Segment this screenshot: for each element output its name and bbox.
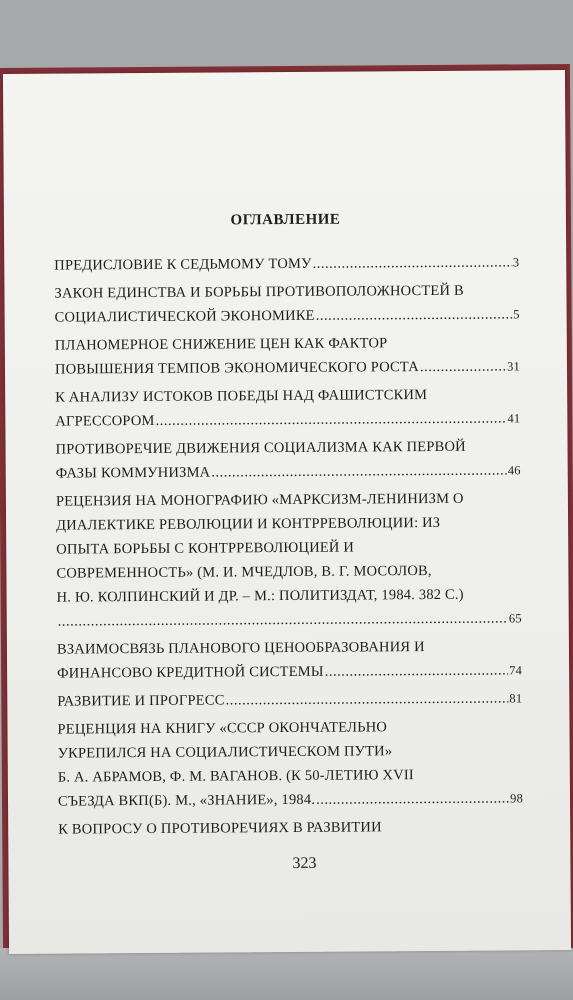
toc-page-number: 74 — [509, 663, 523, 678]
toc-entry-title-line: ПРОТИВОРЕЧИЕ ДВИЖЕНИЯ СОЦИАЛИЗМА КАК ПЕРВОЙ — [55, 438, 466, 458]
dot-leader — [155, 406, 506, 432]
toc-page-number: 5 — [513, 307, 520, 322]
toc-entry — [55, 330, 520, 381]
toc-entry — [54, 278, 519, 329]
toc-entry-title-line: УКРЕПИЛСЯ НА СОЦИАЛИСТИЧЕСКОМ ПУТИ» — [57, 743, 393, 762]
toc-entry-title-line: К АНАЛИЗУ ИСТОКОВ ПОБЕДЫ НАД ФАШИСТСКИМ — [55, 387, 428, 406]
toc-entry-leader-line — [54, 250, 519, 277]
toc-entry — [54, 250, 519, 277]
toc-entry — [56, 486, 522, 633]
toc-entry-leader-line — [55, 302, 520, 329]
toc-entry-title-line: ВЗАИМОСВЯЗЬ ПЛАНОВОГО ЦЕНООБРАЗОВАНИЯ И — [56, 639, 425, 658]
toc-entry-title-line: ЗАКОН ЕДИНСТВА И БОРЬБЫ ПРОТИВОПОЛОЖНОСТЕЙ В — [54, 282, 464, 302]
dot-leader — [211, 458, 507, 484]
toc-entry-title-line: ПРЕДИСЛОВИЕ К СЕДЬМОМУ ТОМУ — [54, 255, 312, 274]
toc-entry-title-line: Б. А. АБРАМОВ, Ф. М. ВАГАНОВ. (К 50-ЛЕТИЮ XVII — [57, 767, 414, 786]
toc-entry-title-line: РАЗВИТИЕ И ПРОГРЕСС — [57, 692, 225, 710]
toc-entry — [55, 382, 520, 433]
dot-leader — [58, 606, 508, 633]
toc-entry-title-line: К ВОПРОСУ О ПРОТИВОРЕЧИЯХ В РАЗВИТИИ — [58, 819, 382, 838]
toc-entry-title-line: АГРЕССОРОМ — [55, 412, 155, 430]
toc-page-number: 46 — [507, 463, 521, 478]
toc-entry-leader-line — [58, 786, 523, 813]
toc-entry-title-line: ОПЫТА БОРЬБЫ С КОНТРРЕВОЛЮЦИЕЙ И — [56, 539, 355, 558]
toc-entry-title-line: РЕЦЕНЗИЯ НА МОНОГРАФИЮ «МАРКСИЗМ-ЛЕНИНИЗМ О — [55, 490, 464, 510]
toc-entry-leader-line — [57, 658, 522, 685]
toc-entry-title-line: СОЦИАЛИСТИЧЕСКОЙ ЭКОНОМИКЕ — [54, 307, 315, 326]
toc-heading: ОГЛАВЛЕНИЕ — [230, 211, 341, 229]
dot-leader — [316, 786, 509, 811]
toc-page-number: 31 — [507, 359, 521, 374]
toc-entry-title-line: ФИНАНСОВО КРЕДИТНОЙ СИСТЕМЫ — [57, 663, 324, 682]
dot-leader — [325, 658, 509, 683]
toc-page-number: 41 — [507, 411, 521, 426]
toc-entry — [58, 814, 523, 841]
book-page — [3, 70, 571, 954]
toc-entry-title-line: Н. Ю. КОЛПИНСКИЙ И ДР. – М.: ПОЛИТИЗДАТ, 1984. 382 С.) — [56, 586, 464, 606]
toc-entry-title-line: ДИАЛЕКТИКЕ РЕВОЛЮЦИИ И КОНТРРЕВОЛЮЦИИ: ИЗ — [56, 514, 441, 534]
toc-entry-leader-line — [55, 406, 520, 433]
table-surface — [0, 948, 573, 1000]
toc-entry-leader-line — [56, 458, 521, 485]
toc-entry-title-line: ПЛАНОМЕРНОЕ СНИЖЕНИЕ ЦЕН КАК ФАКТОР — [54, 335, 388, 354]
toc-entry-title-line: РЕЦЕНЦИЯ НА КНИГУ «СССР ОКОНЧАТЕЛЬНО — [57, 719, 388, 738]
toc-page-number: 81 — [509, 691, 523, 706]
toc-entry — [57, 686, 522, 713]
page-number: 323 — [292, 854, 317, 872]
toc-entry — [55, 434, 520, 485]
toc-page-number: 65 — [508, 611, 522, 626]
toc-entry-title-line: ФАЗЫ КОММУНИЗМА — [55, 464, 211, 482]
toc-entry-title-line: ПОВЫШЕНИЯ ТЕМПОВ ЭКОНОМИЧЕСКОГО РОСТА — [54, 359, 419, 378]
toc-entry-leader-line — [57, 686, 522, 713]
toc-entry — [57, 634, 522, 685]
dot-leader — [316, 302, 513, 327]
toc-entry-leader-line — [57, 606, 522, 633]
toc-entry-title-line: СЪЕЗДА ВКП(Б). М., «ЗНАНИЕ», 1984. — [57, 791, 316, 810]
toc-page-number: 3 — [512, 255, 520, 270]
dot-leader — [225, 686, 508, 712]
toc-entry — [57, 714, 523, 813]
toc-entry-title-line: СОВРЕМЕННОСТЬ» (М. И. МЧЕДЛОВ, В. Г. МОСОЛОВ, — [56, 562, 432, 582]
dot-leader — [312, 250, 511, 275]
toc-page-number: 98 — [510, 791, 524, 806]
toc-entry-leader-line — [55, 354, 520, 381]
dot-leader — [420, 354, 506, 379]
toc-list — [54, 250, 523, 841]
